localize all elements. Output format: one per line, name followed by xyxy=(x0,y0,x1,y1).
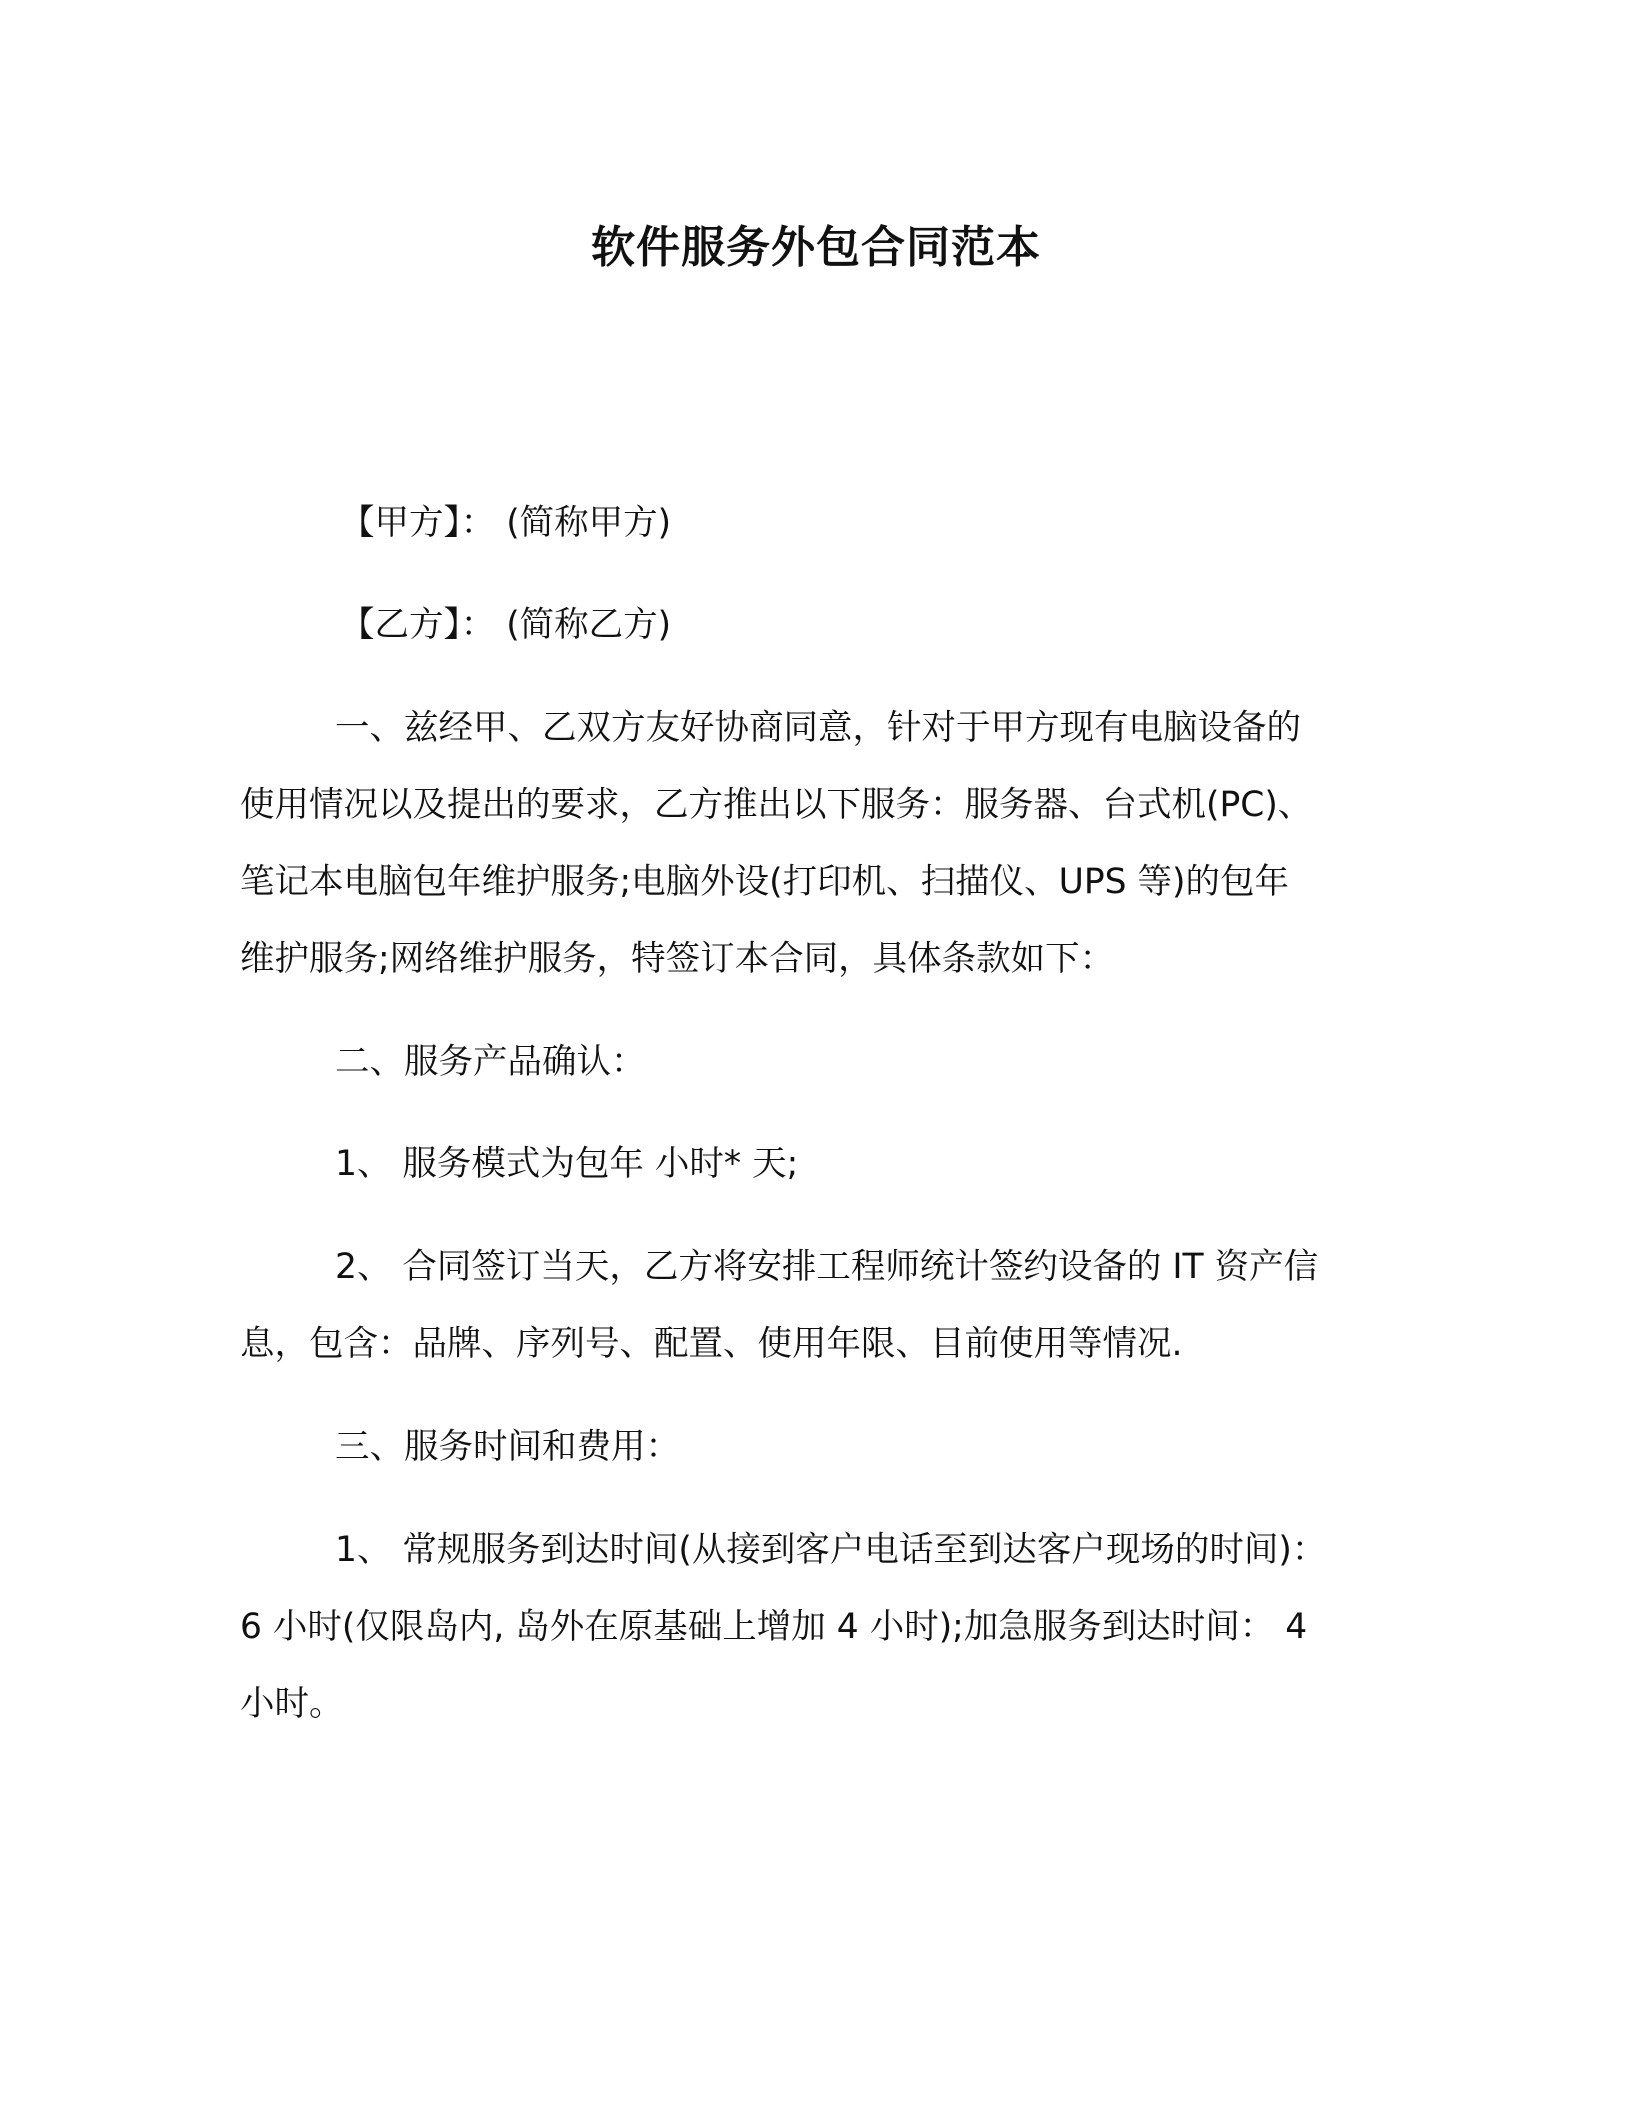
party-b-line: 【乙方】： (简称乙方) xyxy=(340,605,672,645)
section-1-line-2: 使用情况以及提出的要求，乙方推出以下服务：服务器、台式机(PC)、 xyxy=(240,785,1313,825)
section-2-item-1: 1、 服务模式为包年 小时* 天; xyxy=(335,1144,799,1184)
section-1-line-4: 维护服务;网络维护服务，特签订本合同，具体条款如下： xyxy=(240,939,1115,979)
section-2-heading: 二、服务产品确认： xyxy=(335,1042,646,1082)
section-3-item-1-line-3: 小时。 xyxy=(240,1684,344,1724)
section-1-line-1: 一、兹经甲、乙双方友好协商同意，针对于甲方现有电脑设备的 xyxy=(335,708,1301,748)
party-a-line: 【甲方】： (简称甲方) xyxy=(340,503,672,543)
document-title: 软件服务外包合同范本 xyxy=(591,222,1041,273)
section-3-item-1-line-1: 1、 常规服务到达时间(从接到客户电话至到达客户现场的时间)： xyxy=(335,1530,1327,1570)
section-3-item-1-line-2: 6 小时(仅限岛内, 岛外在原基础上增加 4 小时);加急服务到达时间： 4 xyxy=(240,1607,1308,1647)
section-3-heading: 三、服务时间和费用： xyxy=(335,1427,680,1467)
section-2-item-2-line-1: 2、 合同签订当天，乙方将安排工程师统计签约设备的 IT 资产信 xyxy=(335,1247,1319,1287)
section-2-item-2-line-2: 息，包含：品牌、序列号、配置、使用年限、目前使用等情况. xyxy=(240,1324,1183,1364)
section-1-line-3: 笔记本电脑包年维护服务;电脑外设(打印机、扫描仪、UPS 等)的包年 xyxy=(240,862,1289,902)
